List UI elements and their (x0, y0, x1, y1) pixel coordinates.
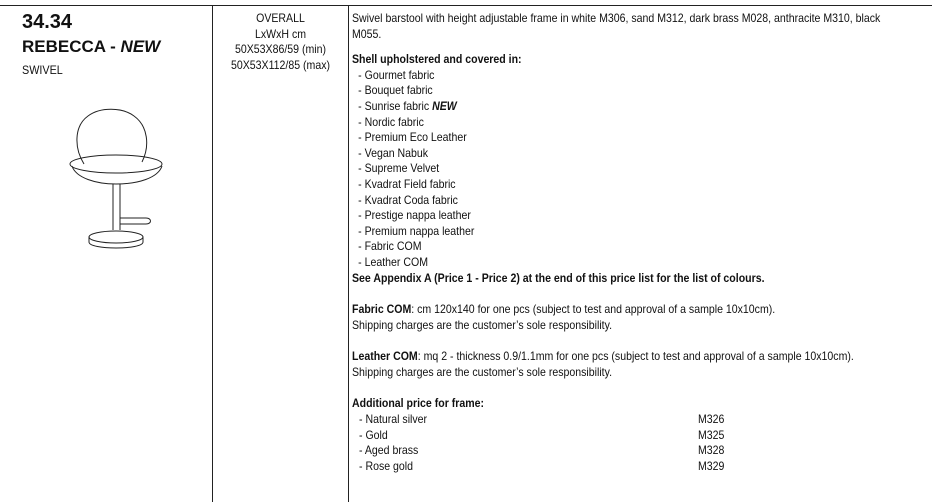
shell-heading: Shell upholstered and covered in: (352, 52, 522, 67)
shell-option: - Supreme Velvet (358, 161, 440, 176)
shell-option: - Leather COM (358, 254, 428, 269)
shell-option (352, 99, 861, 115)
leather-shipping-note: Shipping charges are the customer’s sole responsibility. (352, 364, 613, 379)
frame-price-list (352, 412, 930, 474)
fabric-com-label: Fabric COM (352, 302, 412, 317)
leather-com-note (352, 349, 861, 365)
frame-code: M326 (698, 412, 725, 427)
product-type: SWIVEL (22, 63, 63, 77)
frame-row (352, 428, 930, 444)
leather-com-text: : mq 2 - thickness 0.9/1.1mm for one pcs (subject to test and approval of a sample 10x10cm). (417, 349, 854, 364)
shell-option: - Kvadrat Coda fabric (358, 192, 458, 207)
product-code: 34.34 (22, 11, 73, 33)
dimensions-column (214, 11, 347, 73)
fabric-com-note (352, 302, 861, 318)
fabric-com-text: : cm 120x140 for one pcs (subject to test and approval of a sample 10x10cm). (411, 302, 776, 317)
additional-price-heading: Additional price for frame: (352, 396, 485, 411)
shell-option: - Kvadrat Field fabric (358, 176, 456, 191)
frame-label: - Natural silver (359, 412, 428, 427)
dimensions-max: 50X53X112/85 (max) (230, 57, 330, 72)
dimensions-units: LxWxH cm (254, 26, 307, 41)
shell-option: - Premium Eco Leather (358, 130, 467, 145)
intro-text-cont: M055. (352, 26, 382, 41)
intro-text: Swivel barstool with height adjustable frame in white M306, sand M312, dark brass M028, anthracite M310, black (352, 11, 881, 25)
swivel-barstool-icon (66, 108, 176, 258)
dimensions-label: OVERALL (256, 11, 305, 25)
frame-label: - Rose gold (359, 458, 414, 473)
appendix-note: See Appendix A (Price 1 - Price 2) at the end of this price list for the list of colours. (352, 270, 765, 285)
leather-com-label: Leather COM (352, 349, 418, 364)
sunrise-new-badge: NEW (432, 98, 457, 113)
frame-code: M328 (698, 443, 725, 458)
new-badge: NEW (120, 37, 161, 56)
frame-row (352, 412, 930, 428)
shell-option-text: - Sunrise fabric (358, 98, 433, 113)
table-top-border (0, 5, 932, 6)
frame-row (352, 459, 930, 475)
dimensions-min: 50X53X86/59 (min) (235, 42, 326, 56)
product-name-text: REBECCA - (22, 37, 121, 56)
shell-option: - Nordic fabric (358, 114, 424, 129)
shell-option: - Premium nappa leather (358, 223, 475, 238)
frame-label: - Aged brass (359, 443, 419, 458)
frame-code: M325 (698, 427, 725, 442)
shell-option: - Gourmet fabric (358, 67, 435, 82)
frame-code: M329 (698, 458, 725, 473)
shell-option: - Bouquet fabric (358, 83, 433, 98)
shell-option: - Vegan Nabuk (358, 145, 429, 160)
column-divider-1 (212, 5, 213, 502)
frame-row (352, 443, 930, 459)
description-column (352, 11, 930, 474)
shell-option: - Fabric COM (358, 239, 422, 254)
fabric-shipping-note: Shipping charges are the customer’s sole responsibility. (352, 317, 613, 332)
column-divider-2 (348, 5, 349, 502)
product-column (22, 10, 210, 78)
product-name (22, 34, 210, 60)
shell-option: - Prestige nappa leather (358, 208, 471, 223)
frame-label: - Gold (359, 427, 388, 442)
